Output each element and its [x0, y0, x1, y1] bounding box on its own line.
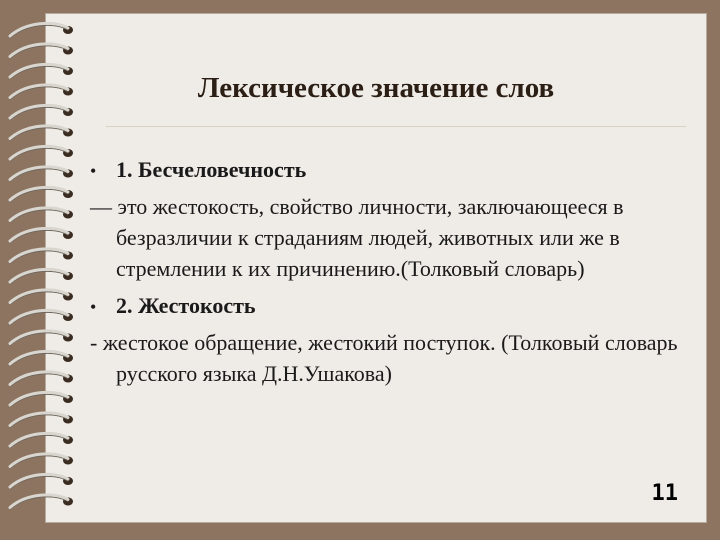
spiral-ring: [10, 23, 73, 38]
spiral-ring: [10, 105, 73, 120]
spiral-ring: [10, 433, 73, 448]
definition-2: - жестокое обращение, жестокий поступок. (Толковый словарь русского языка Д.Н.Ушакова): [90, 330, 678, 386]
title-divider: [106, 126, 686, 127]
spiral-ring: [10, 331, 73, 346]
spiral-ring: [10, 495, 73, 510]
spiral-ring: [10, 372, 73, 387]
spiral-ring: [10, 167, 73, 182]
bullet-heading-1: 1. Бесчеловечность: [116, 157, 307, 182]
spiral-ring: [10, 474, 73, 489]
slide-title: Лексическое значение слов: [197, 72, 555, 104]
slide-page: [46, 14, 706, 522]
spiral-ring: [10, 187, 73, 202]
spiral-ring: [10, 392, 73, 407]
spiral-ring: [10, 290, 73, 305]
bullet-icon: •: [90, 297, 97, 317]
spiral-ring: [10, 454, 73, 469]
spiral-ring: [10, 208, 73, 223]
page-number: 11: [651, 481, 678, 506]
definition-1: — это жестокость, свойство личности, заключающееся в безразличии к страданиям людей, животных или же в стремлении к их причинению.(Толковый словарь): [90, 194, 624, 281]
spiral-ring: [10, 269, 73, 284]
spiral-ring: [10, 228, 73, 243]
spiral-ring: [10, 146, 73, 161]
spiral-ring: [10, 310, 73, 325]
bullet-item-1: [90, 154, 700, 187]
bullet-icon: •: [90, 161, 97, 181]
spiral-ring: [10, 413, 73, 428]
spiral-ring: [10, 85, 73, 100]
spiral-ring: [10, 126, 73, 141]
spiral-binding-icon: [6, 20, 76, 520]
bullet-heading-2: 2. Жестокость: [116, 293, 256, 318]
spiral-ring: [10, 351, 73, 366]
bullet-item-2: [90, 290, 700, 323]
slide-content: [90, 150, 700, 395]
spiral-ring: [10, 44, 73, 59]
spiral-ring: [10, 64, 73, 79]
spiral-ring: [10, 249, 73, 264]
